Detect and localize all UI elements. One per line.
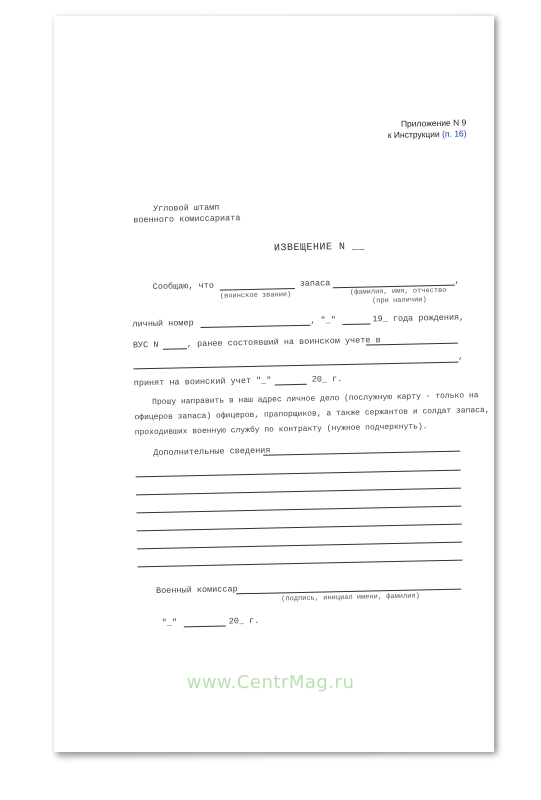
text-soobshchayu: Сообщаю, что (152, 280, 215, 292)
comma-1: , (454, 275, 460, 286)
additional-line-6 (137, 542, 462, 550)
text-zapasa: запаса (299, 278, 331, 289)
personal-number-line (201, 325, 311, 328)
caption-name: (фамилия, имя, отчество (349, 286, 447, 297)
watermark: www.CentrMag.ru (186, 672, 355, 693)
text-commissar: Военный комиссар (155, 584, 238, 596)
annex-reference (387, 117, 466, 141)
registration-line-2 (133, 362, 458, 370)
text-personal-number: личный номер (132, 318, 194, 330)
date-month-line (184, 626, 226, 628)
corner-stamp (133, 202, 241, 226)
paragraph-line-1: Прошу направить в наш адрес личное дело (послужную карту - только на (152, 391, 479, 408)
text-date-quote: "_" (161, 617, 178, 628)
stamp-line-2: военного комиссариата (133, 213, 241, 226)
caption-rank: (воинское звание) (219, 291, 292, 301)
caption-signature: (подпись, инициал имени, фамилия) (281, 592, 420, 604)
additional-line-7 (138, 560, 463, 568)
text-birth-year: 19_ года рождения, (372, 312, 465, 325)
annex-number: Приложение N 9 (400, 117, 467, 129)
text-accepted: принят на воинский учет "_" (133, 375, 272, 389)
paragraph-line-2: офицеров запаса) офицеров, прапорщиков, а также сержантов и солдат запаса, (134, 405, 490, 423)
document-title: ИЗВЕЩЕНИЕ N __ (273, 241, 366, 255)
text-vus: ВУС N (132, 339, 159, 351)
text-additional-info: Дополнительные сведения (153, 445, 271, 459)
additional-info-line (263, 451, 460, 456)
text-date-year: 20_ г. (228, 615, 260, 627)
accepted-month-line (275, 384, 307, 386)
paragraph-line-3: проходивших военную службу по контракту (нужное подчеркнуть). (134, 422, 428, 438)
stamp-line-1: Угловой штамп (152, 202, 220, 214)
instruction-link[interactable]: (п. 16) (441, 128, 467, 139)
vus-line (163, 348, 187, 350)
text-quote-day: , "_" (310, 315, 337, 326)
additional-line-2 (136, 470, 461, 478)
document-content (54, 7, 509, 752)
document-page (54, 16, 494, 752)
additional-line-4 (136, 506, 461, 514)
additional-line-3 (136, 488, 461, 496)
text-previously-registered: , ранее состоявший на воинском учете в (186, 335, 381, 350)
additional-line-5 (137, 524, 462, 532)
rank-line (220, 288, 295, 291)
annex-instruction: к Инструкции (п. 16) (387, 128, 467, 141)
caption-name-2: (при наличии) (371, 296, 427, 306)
text-accepted-year: 20_ г. (311, 374, 343, 385)
birth-month-line (343, 323, 371, 325)
comma-2: , (458, 351, 464, 362)
